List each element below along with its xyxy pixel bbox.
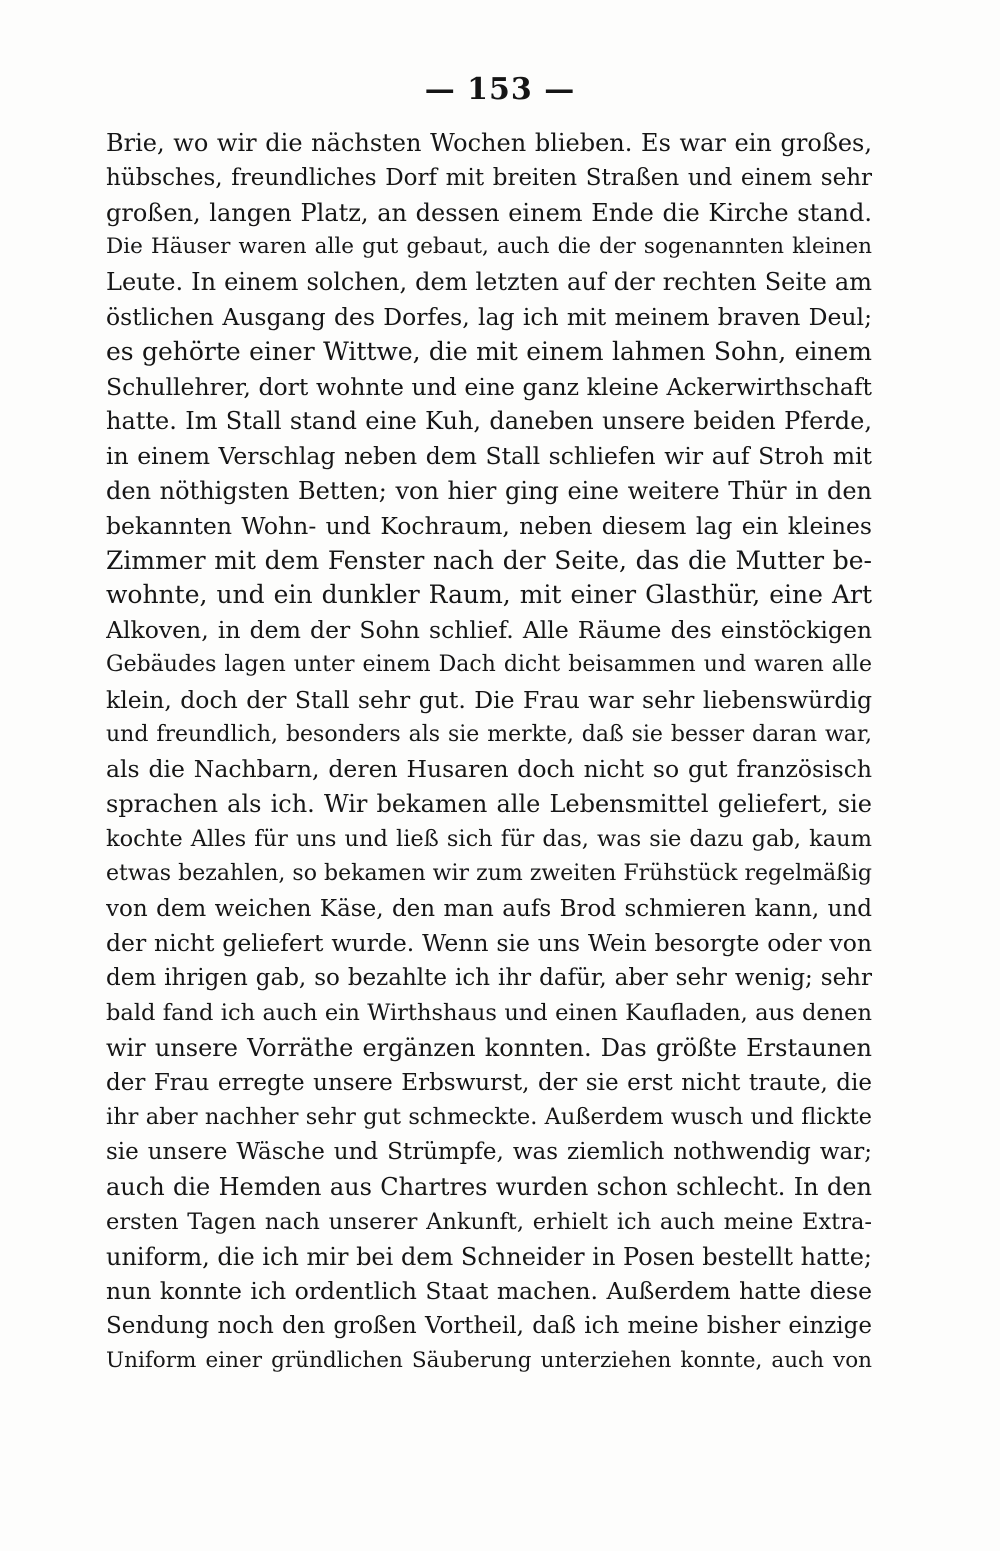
text-line: nun konnte ich ordentlich Staat machen. Außerdem hatte diese: [106, 1277, 872, 1306]
page-number: — 153 —: [424, 72, 576, 107]
text-line: sie unsere Wäsche und Strümpfe, was ziemlich nothwendig war;: [106, 1139, 872, 1166]
text-line: von dem weichen Käse, den man aufs Brod schmieren kann, und: [106, 895, 872, 922]
text-line: östlichen Ausgang des Dorfes, lag ich mit meinem braven Deul;: [106, 302, 872, 331]
text-line: Gebäudes lagen unter einem Dach dicht beisammen und waren alle: [106, 651, 872, 677]
text-line: ersten Tagen nach unserer Ankunft, erhielt ich auch meine Extra-: [106, 1208, 872, 1235]
text-line: dem ihrigen gab, so bezahlte ich ihr dafür, aber sehr wenig; sehr: [106, 965, 872, 992]
text-line: es gehörte einer Wittwe, die mit einem lahmen Sohn, einem: [106, 336, 872, 366]
text-line: in einem Verschlag neben dem Stall schliefen wir auf Stroh mit: [106, 442, 872, 471]
text-line: der Frau erregte unsere Erbswurst, der sie erst nicht traute, die: [106, 1069, 872, 1096]
text-line: hatte. Im Stall stand eine Kuh, daneben unsere beiden Pferde,: [106, 407, 872, 436]
text-line: sprachen als ich. Wir bekamen alle Lebensmittel geliefert, sie: [106, 790, 872, 819]
text-line: als die Nachbarn, deren Husaren doch nicht so gut französisch: [106, 755, 872, 784]
text-line: hübsches, freundliches Dorf mit breiten Straßen und einem sehr: [106, 164, 872, 191]
text-line: bald fand ich auch ein Wirthshaus und einen Kaufladen, aus denen: [106, 999, 872, 1026]
text-line: uniform, die ich mir bei dem Schneider in Posen bestellt hatte;: [106, 1242, 872, 1271]
text-line: Die Häuser waren alle gut gebaut, auch die der sogenannten kleinen: [106, 234, 872, 260]
text-line: und freundlich, besonders als sie merkte, daß sie besser daran war,: [106, 721, 872, 747]
text-line: klein, doch der Stall sehr gut. Die Frau war sehr liebenswürdig: [106, 685, 872, 714]
text-line: wir unsere Vorräthe ergänzen konnten. Das größte Erstaunen: [106, 1033, 872, 1062]
text-line: wohnte, und ein dunkler Raum, mit einer Glasthür, eine Art: [106, 580, 872, 610]
text-line: ihr aber nachher sehr gut schmeckte. Außerdem wusch und flickte: [106, 1104, 872, 1131]
text-line: Sendung noch den großen Vortheil, daß ich meine bisher einzige: [106, 1313, 872, 1340]
text-line: Schullehrer, dort wohnte und eine ganz kleine Ackerwirthschaft: [106, 372, 872, 401]
text-line: Leute. In einem solchen, dem letzten auf der rechten Seite am: [106, 268, 872, 297]
text-line: Zimmer mit dem Fenster nach der Seite, das die Mutter be-: [106, 545, 872, 575]
text-line: etwas bezahlen, so bekamen wir zum zweiten Frühstück regelmäßig: [106, 860, 872, 886]
text-line: Uniform einer gründlichen Säuberung unterziehen konnte, auch von: [106, 1347, 872, 1373]
text-line: der nicht geliefert wurde. Wenn sie uns Wein besorgte oder von: [106, 929, 872, 958]
text-line: bekannten Wohn- und Kochraum, neben diesem lag ein kleines: [106, 511, 872, 540]
text-line: kochte Alles für uns und ließ sich für das, was sie dazu gab, kaum: [106, 825, 872, 852]
text-line: den nöthigsten Betten; von hier ging eine weitere Thür in den: [106, 476, 872, 505]
body-text: [106, 126, 872, 1379]
text-line: großen, langen Platz, an dessen einem Ende die Kirche stand.: [106, 198, 872, 227]
text-line: Brie, wo wir die nächsten Wochen blieben. Es war ein großes,: [106, 129, 872, 157]
text-line: Alkoven, in dem der Sohn schlief. Alle Räume des einstöckigen: [106, 616, 872, 645]
text-line: auch die Hemden aus Chartres wurden schon schlecht. In den: [106, 1172, 872, 1201]
